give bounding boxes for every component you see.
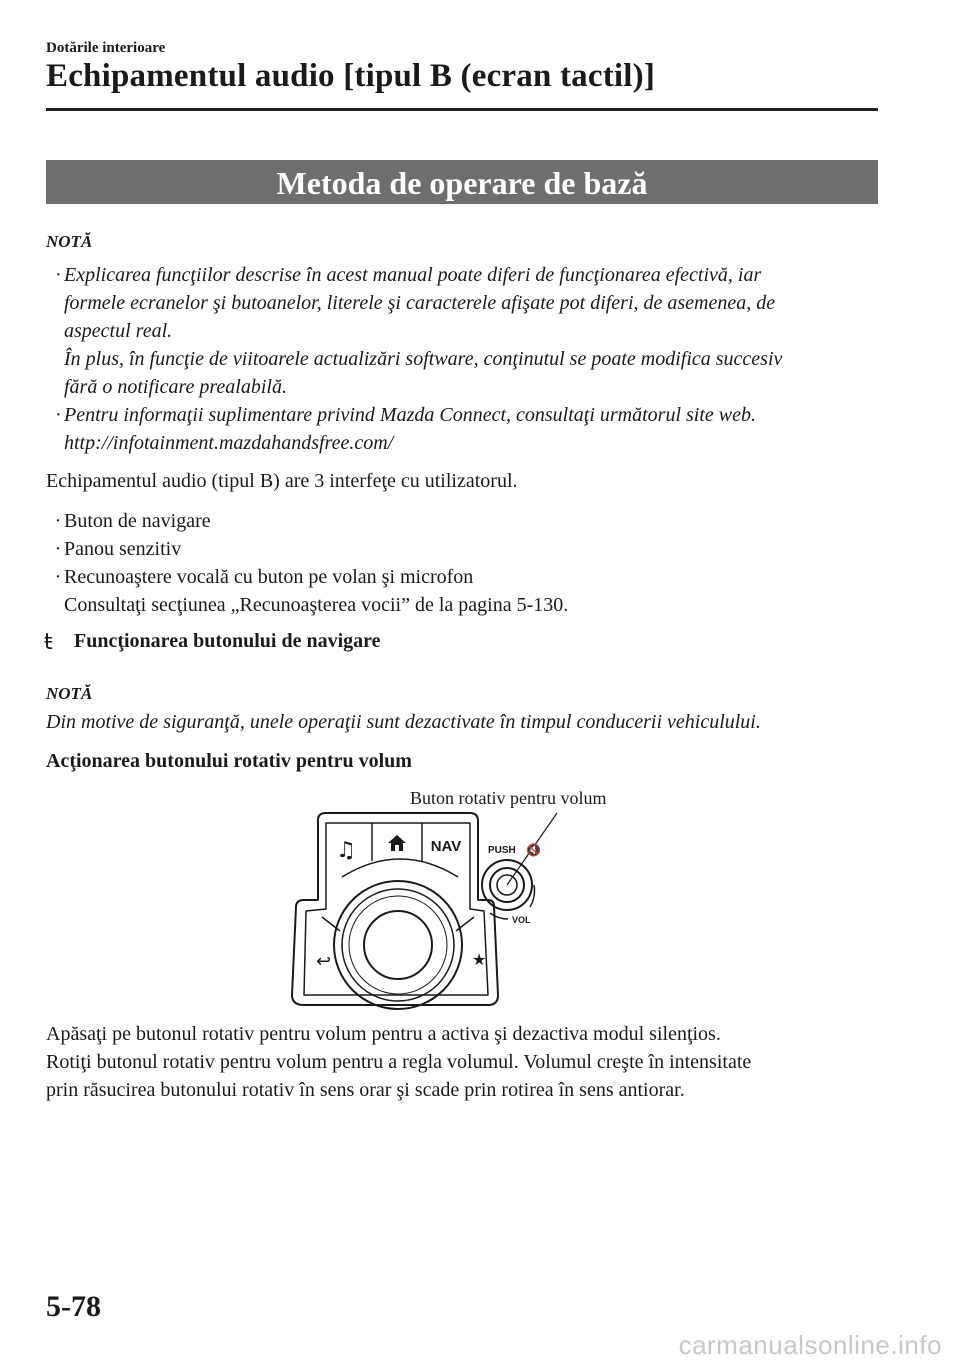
note-line: formele ecranelor şi butoanelor, literele şi caracterele afişate pot diferi, de asemenea, de bbox=[64, 292, 776, 314]
watermark: carmanualsonline.info bbox=[678, 1330, 942, 1360]
note-line: În plus, în funcţie de viitoarele actualizări software, conţinutul se poate modifica succesiv bbox=[64, 348, 783, 370]
note-line: Explicarea funcţiilor descrise în acest manual poate diferi de funcţionarea efectivă, iar bbox=[64, 264, 762, 286]
note-label: NOTĂ bbox=[46, 232, 93, 251]
vol-label: VOL bbox=[512, 915, 531, 925]
intro-text: Echipamentul audio (tipul B) are 3 interfeţe cu utilizatorul. bbox=[46, 470, 518, 492]
interface-item: Panou senzitiv bbox=[64, 538, 182, 560]
home-icon bbox=[388, 835, 406, 851]
music-note-icon: ♫ bbox=[336, 838, 356, 863]
nav-button-label: NAV bbox=[430, 838, 462, 855]
figure-callout: Buton rotativ pentru volum bbox=[410, 788, 607, 808]
topic-banner: Metoda de operare de bază bbox=[46, 160, 878, 204]
bullet-dot-icon: · bbox=[54, 510, 62, 532]
bullet-dot-icon: · bbox=[54, 566, 62, 588]
note-line: fără o notificare prealabilă. bbox=[64, 376, 287, 398]
note-label: NOTĂ bbox=[46, 684, 93, 703]
page-reference: Consultaţi secţiunea „Recunoaşterea vocii” de la pagina 5-130. bbox=[64, 594, 569, 616]
subsection-title: Funcţionarea butonului de navigare bbox=[74, 630, 381, 652]
favorite-star-icon: ★ bbox=[472, 950, 487, 969]
bullet-dot-icon: · bbox=[55, 264, 61, 286]
website-link[interactable]: http://infotainment.mazdahandsfree.com/ bbox=[64, 432, 394, 454]
body-line: Rotiţi butonul rotativ pentru volum pentru a regla volumul. Volumul creşte în intensitate bbox=[46, 1051, 752, 1073]
commander-knob bbox=[334, 881, 462, 1009]
interface-item: Buton de navigare bbox=[64, 510, 211, 532]
commander-knob-figure bbox=[280, 805, 580, 1015]
section-title: Echipamentul audio [tipul B (ecran tactil)] bbox=[46, 58, 656, 94]
back-icon: ↩ bbox=[316, 951, 332, 972]
bullet-dot-icon: · bbox=[55, 404, 61, 426]
note-line: Pentru informaţii suplimentare privind Mazda Connect, consultaţi următorul site web. bbox=[64, 404, 757, 426]
bullet-dot-icon: · bbox=[54, 538, 62, 560]
body-line: prin răsucirea butonului rotativ în sens orar şi scade prin rotirea în sens antiorar. bbox=[46, 1079, 685, 1101]
chapter-label: Dotările interioare bbox=[46, 40, 166, 56]
interface-item: Recunoaştere vocală cu buton pe volan şi microfon bbox=[64, 566, 474, 588]
section-marker-icon: ŧ bbox=[44, 630, 53, 655]
mute-icon: 🔇 bbox=[526, 843, 541, 857]
header-rule bbox=[46, 108, 878, 111]
push-label: PUSH bbox=[488, 845, 516, 856]
volume-heading: Acţionarea butonului rotativ pentru volum bbox=[46, 750, 412, 772]
note-text: Din motive de siguranţă, unele operaţii sunt dezactivate în timpul conducerii vehiculului. bbox=[46, 711, 761, 733]
body-line: Apăsaţi pe butonul rotativ pentru volum pentru a activa şi dezactiva modul silenţios. bbox=[46, 1023, 721, 1045]
page-number: 5-78 bbox=[46, 1290, 101, 1323]
note-line: aspectul real. bbox=[64, 320, 173, 342]
